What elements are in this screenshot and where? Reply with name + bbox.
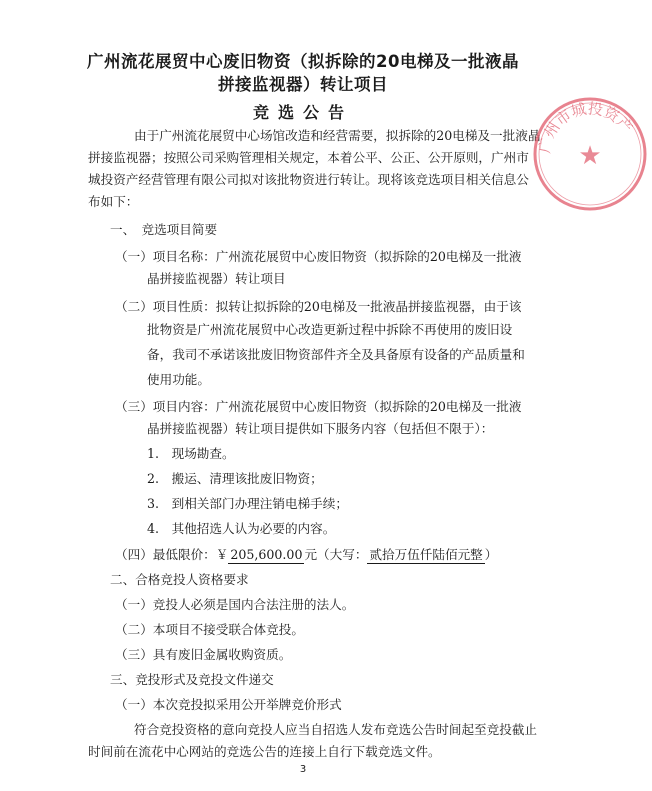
item-nature: 备，我司不承诺该批废旧物资部件齐全及具备原有设备的产品质量和	[147, 347, 525, 362]
price-middle: 元（大写：	[304, 547, 368, 562]
document-title-line1: 广州流花展贸中心废旧物资（拟拆除的20电梯及一批液晶	[87, 52, 519, 71]
form-item: （一）本次竞投拟采用公开举牌竞价形式	[115, 697, 342, 712]
service-item: 1. 现场勘查。	[147, 446, 235, 461]
qualification-item: （三）具有废旧金属收购资质。	[115, 647, 292, 662]
notice-title: 竞选公告	[252, 103, 353, 122]
service-item: 2. 搬运、清理该批废旧物资；	[147, 471, 323, 486]
price-capital: 贰拾万伍仟陆佰元整	[369, 547, 483, 562]
item-nature: 批物资是广州流花展贸中心改造更新过程中拆除不再使用的废旧设	[147, 322, 513, 337]
item-content: 晶拼接监视器）转让项目提供如下服务内容（包括但不限于）：	[147, 421, 494, 436]
document-title-line2: 拼接监视器）转让项目	[218, 75, 388, 94]
qualification-item: （一）竞投人必须是国内合法注册的法人。	[115, 597, 355, 612]
intro-line: 城投资产经营管理有限公司拟对该批物资进行转让。现将该竞选项目相关信息公	[88, 172, 529, 187]
price-prefix: （四）最低限价：￥	[115, 547, 229, 562]
section-heading-2: 二、合格竞投人资格要求	[110, 572, 249, 587]
item-content: （三）项目内容：广州流花展贸中心废旧物资（拟拆除的20电梯及一批液	[115, 399, 522, 414]
intro-line: 布如下：	[88, 194, 139, 209]
section-heading-3: 三、竞投形式及竞投文件递交	[110, 672, 274, 687]
company-seal-icon	[528, 92, 652, 216]
service-item: 4. 其他招选人认为必要的内容。	[147, 521, 336, 536]
price-suffix: ）	[484, 547, 498, 562]
intro-line: 由于广州流花展贸中心场馆改造和经营需要，拟拆除的20电梯及一批液晶	[134, 128, 541, 143]
item-name: 晶拼接监视器）转让项目	[147, 271, 286, 286]
service-item: 3. 到相关部门办理注销电梯手续；	[147, 496, 348, 511]
item-nature: （二）项目性质：拟转让拟拆除的20电梯及一批液晶拼接监视器，由于该	[115, 299, 522, 314]
svg-text:★: ★	[578, 141, 602, 171]
item-nature: 使用功能。	[147, 372, 210, 387]
seal-lettering: 广州市城投资产	[535, 99, 637, 155]
qualification-item: （二）本项目不接受联合体竞投。	[115, 622, 304, 637]
intro-line: 拼接监视器；按照公司采购管理相关规定，本着公平、公正、公开原则，广州市	[88, 150, 529, 165]
price-amount: 205,600.00	[230, 547, 303, 562]
section-heading-1: 一、 竞选项目简要	[110, 222, 218, 237]
minimum-price	[115, 547, 497, 564]
closing-line: 时间前在流花中心网站的竞选公告的连接上自行下载竞选文件。	[88, 744, 441, 759]
item-name: （一）项目名称：广州流花展贸中心废旧物资（拟拆除的20电梯及一批液	[115, 249, 522, 264]
page-number: 3	[299, 764, 307, 775]
closing-line: 符合竞投资格的意向竞投人应当自招选人发布竞选公告时间起至竞投截止	[134, 722, 537, 737]
